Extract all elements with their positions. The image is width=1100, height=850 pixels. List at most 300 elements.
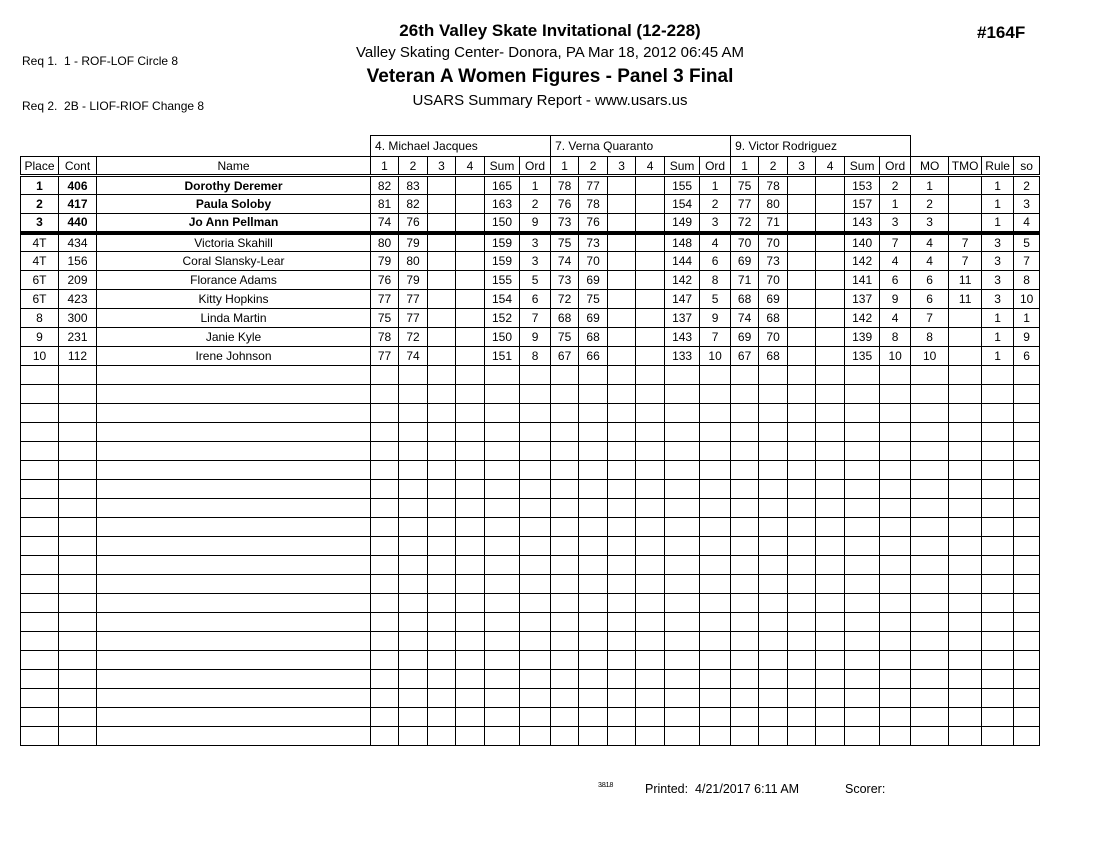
col-header-judge2-ord: Ord xyxy=(700,157,731,176)
empty-cell xyxy=(520,613,551,632)
cell-score: 73 xyxy=(551,214,579,233)
empty-cell xyxy=(59,423,97,442)
col-header-judge2-sum: Sum xyxy=(665,157,700,176)
empty-row xyxy=(21,537,1040,556)
cell-place: 4T xyxy=(21,252,59,271)
empty-cell xyxy=(520,480,551,499)
empty-cell xyxy=(456,423,485,442)
cell-so: 1 xyxy=(1014,309,1040,328)
empty-cell xyxy=(911,575,949,594)
cell-ord: 2 xyxy=(880,176,911,195)
empty-row xyxy=(21,575,1040,594)
empty-cell xyxy=(731,651,759,670)
empty-cell xyxy=(97,480,371,499)
empty-cell xyxy=(485,404,520,423)
empty-cell xyxy=(21,385,59,404)
cell-tmo xyxy=(949,347,982,366)
empty-cell xyxy=(911,442,949,461)
cell-score: 79 xyxy=(371,252,399,271)
empty-cell xyxy=(551,594,579,613)
cell-score: 73 xyxy=(759,252,788,271)
table-row xyxy=(21,252,1040,271)
cell-name: Linda Martin xyxy=(97,309,371,328)
empty-cell xyxy=(520,594,551,613)
empty-cell xyxy=(608,575,636,594)
empty-cell xyxy=(579,613,608,632)
empty-cell xyxy=(456,594,485,613)
cell-sum: 154 xyxy=(665,195,700,214)
empty-cell xyxy=(456,385,485,404)
empty-cell xyxy=(665,670,700,689)
empty-cell xyxy=(845,689,880,708)
empty-cell xyxy=(759,404,788,423)
empty-cell xyxy=(665,423,700,442)
empty-cell xyxy=(456,366,485,385)
cell-so: 9 xyxy=(1014,328,1040,347)
empty-cell xyxy=(816,651,845,670)
cell-sum: 137 xyxy=(665,309,700,328)
empty-cell xyxy=(880,689,911,708)
cell-score: 77 xyxy=(399,309,428,328)
empty-cell xyxy=(731,385,759,404)
judge-row-spacer-right xyxy=(911,136,1040,157)
empty-cell xyxy=(520,461,551,480)
empty-cell xyxy=(399,689,428,708)
empty-cell xyxy=(665,499,700,518)
cell-score: 68 xyxy=(551,309,579,328)
empty-cell xyxy=(97,556,371,575)
empty-cell xyxy=(579,423,608,442)
cell-name: Janie Kyle xyxy=(97,328,371,347)
empty-cell xyxy=(759,632,788,651)
cell-tmo xyxy=(949,328,982,347)
empty-cell xyxy=(788,575,816,594)
cell-score xyxy=(816,347,845,366)
cell-score xyxy=(816,309,845,328)
empty-cell xyxy=(520,442,551,461)
empty-cell xyxy=(816,404,845,423)
judge-header-row xyxy=(21,136,1040,157)
report-title-block xyxy=(0,20,1100,112)
empty-cell xyxy=(485,537,520,556)
cell-mo: 3 xyxy=(911,214,949,233)
empty-cell xyxy=(665,537,700,556)
cell-score xyxy=(788,214,816,233)
empty-cell xyxy=(880,651,911,670)
empty-row xyxy=(21,404,1040,423)
cell-ord: 4 xyxy=(880,252,911,271)
col-header-name: Name xyxy=(97,157,371,176)
empty-cell xyxy=(665,404,700,423)
cell-ord: 7 xyxy=(520,309,551,328)
empty-cell xyxy=(636,670,665,689)
cell-score: 77 xyxy=(399,290,428,309)
empty-cell xyxy=(399,518,428,537)
empty-cell xyxy=(399,537,428,556)
empty-cell xyxy=(551,670,579,689)
cell-rule: 3 xyxy=(982,290,1014,309)
cell-score xyxy=(816,328,845,347)
empty-cell xyxy=(485,708,520,727)
col-header-judge3-ord: Ord xyxy=(880,157,911,176)
cell-mo: 6 xyxy=(911,271,949,290)
empty-cell xyxy=(456,708,485,727)
empty-cell xyxy=(21,727,59,746)
empty-cell xyxy=(731,423,759,442)
cell-score: 75 xyxy=(731,176,759,195)
empty-cell xyxy=(816,499,845,518)
empty-cell xyxy=(428,708,456,727)
col-header-mo: MO xyxy=(911,157,949,176)
empty-cell xyxy=(399,670,428,689)
empty-cell xyxy=(636,556,665,575)
cell-sum: 139 xyxy=(845,328,880,347)
empty-cell xyxy=(700,632,731,651)
empty-cell xyxy=(845,404,880,423)
empty-cell xyxy=(731,461,759,480)
empty-cell xyxy=(949,727,982,746)
empty-cell xyxy=(520,385,551,404)
cell-score xyxy=(636,233,665,252)
cell-score: 70 xyxy=(759,233,788,252)
empty-cell xyxy=(788,689,816,708)
empty-cell xyxy=(816,480,845,499)
cell-place: 4T xyxy=(21,233,59,252)
empty-cell xyxy=(911,518,949,537)
cell-ord: 10 xyxy=(880,347,911,366)
empty-cell xyxy=(1014,423,1040,442)
empty-cell xyxy=(982,670,1014,689)
empty-cell xyxy=(911,689,949,708)
cell-sum: 133 xyxy=(665,347,700,366)
cell-sum: 155 xyxy=(665,176,700,195)
empty-cell xyxy=(520,423,551,442)
empty-cell xyxy=(665,708,700,727)
cell-mo: 1 xyxy=(911,176,949,195)
empty-cell xyxy=(608,518,636,537)
empty-cell xyxy=(485,556,520,575)
empty-cell xyxy=(949,575,982,594)
cell-score xyxy=(608,195,636,214)
cell-score: 70 xyxy=(579,252,608,271)
cell-score xyxy=(636,176,665,195)
col-header-judge1-sum: Sum xyxy=(485,157,520,176)
empty-cell xyxy=(485,480,520,499)
cell-score: 68 xyxy=(579,328,608,347)
empty-cell xyxy=(816,594,845,613)
empty-cell xyxy=(97,670,371,689)
empty-cell xyxy=(759,575,788,594)
cell-sum: 143 xyxy=(845,214,880,233)
empty-cell xyxy=(731,518,759,537)
empty-cell xyxy=(371,575,399,594)
empty-cell xyxy=(371,727,399,746)
empty-cell xyxy=(1014,442,1040,461)
empty-row xyxy=(21,689,1040,708)
empty-cell xyxy=(579,518,608,537)
cell-score xyxy=(636,252,665,271)
empty-cell xyxy=(399,727,428,746)
empty-cell xyxy=(845,670,880,689)
cell-ord: 9 xyxy=(700,309,731,328)
empty-cell xyxy=(551,708,579,727)
col-header-so: so xyxy=(1014,157,1040,176)
empty-row xyxy=(21,423,1040,442)
empty-cell xyxy=(845,385,880,404)
cell-name: Dorothy Deremer xyxy=(97,176,371,195)
cell-score: 68 xyxy=(759,309,788,328)
cell-score xyxy=(816,290,845,309)
cell-mo: 7 xyxy=(911,309,949,328)
requirement-line-1: Req 1. 1 - ROF-LOF Circle 8 xyxy=(22,54,179,68)
empty-cell xyxy=(845,575,880,594)
cell-so: 2 xyxy=(1014,176,1040,195)
empty-row xyxy=(21,632,1040,651)
cell-cont: 209 xyxy=(59,271,97,290)
empty-cell xyxy=(816,575,845,594)
cell-score: 77 xyxy=(371,347,399,366)
cell-sum: 151 xyxy=(485,347,520,366)
cell-score xyxy=(428,309,456,328)
empty-cell xyxy=(399,632,428,651)
empty-cell xyxy=(982,632,1014,651)
empty-cell xyxy=(759,366,788,385)
cell-score: 83 xyxy=(399,176,428,195)
empty-cell xyxy=(816,385,845,404)
empty-cell xyxy=(608,537,636,556)
empty-cell xyxy=(636,727,665,746)
cell-score xyxy=(636,347,665,366)
cell-sum: 152 xyxy=(485,309,520,328)
empty-cell xyxy=(665,366,700,385)
empty-cell xyxy=(636,499,665,518)
empty-cell xyxy=(665,651,700,670)
empty-row xyxy=(21,670,1040,689)
empty-cell xyxy=(608,404,636,423)
cell-score xyxy=(456,252,485,271)
empty-cell xyxy=(816,537,845,556)
empty-cell xyxy=(636,442,665,461)
cell-ord: 1 xyxy=(880,195,911,214)
empty-cell xyxy=(399,651,428,670)
empty-cell xyxy=(982,727,1014,746)
empty-cell xyxy=(579,385,608,404)
empty-row xyxy=(21,366,1040,385)
empty-cell xyxy=(816,708,845,727)
empty-cell xyxy=(21,556,59,575)
cell-rule: 1 xyxy=(982,347,1014,366)
empty-cell xyxy=(982,366,1014,385)
cell-so: 4 xyxy=(1014,214,1040,233)
col-header-judge3-3: 3 xyxy=(788,157,816,176)
empty-cell xyxy=(665,461,700,480)
cell-score xyxy=(456,309,485,328)
cell-sum: 150 xyxy=(485,328,520,347)
cell-score xyxy=(428,176,456,195)
empty-cell xyxy=(579,689,608,708)
col-header-judge1-1: 1 xyxy=(371,157,399,176)
cell-score xyxy=(608,328,636,347)
empty-cell xyxy=(551,518,579,537)
empty-cell xyxy=(731,556,759,575)
empty-cell xyxy=(845,727,880,746)
empty-cell xyxy=(949,689,982,708)
empty-cell xyxy=(97,708,371,727)
cell-score: 81 xyxy=(371,195,399,214)
cell-ord: 3 xyxy=(520,252,551,271)
cell-rule: 3 xyxy=(982,271,1014,290)
empty-cell xyxy=(608,556,636,575)
empty-cell xyxy=(551,575,579,594)
empty-cell xyxy=(97,613,371,632)
empty-cell xyxy=(551,613,579,632)
empty-cell xyxy=(731,708,759,727)
empty-cell xyxy=(880,537,911,556)
empty-cell xyxy=(59,613,97,632)
cell-score xyxy=(428,347,456,366)
empty-cell xyxy=(636,366,665,385)
empty-row xyxy=(21,480,1040,499)
empty-cell xyxy=(520,651,551,670)
cell-tmo xyxy=(949,176,982,195)
cell-score xyxy=(456,195,485,214)
empty-cell xyxy=(949,708,982,727)
cell-cont: 423 xyxy=(59,290,97,309)
col-header-judge2-2: 2 xyxy=(579,157,608,176)
cell-rule: 3 xyxy=(982,252,1014,271)
empty-cell xyxy=(551,651,579,670)
cell-score xyxy=(456,271,485,290)
cell-ord: 5 xyxy=(520,271,551,290)
empty-cell xyxy=(579,404,608,423)
empty-cell xyxy=(636,385,665,404)
empty-cell xyxy=(700,537,731,556)
software-version: 3.8.1.8 xyxy=(598,782,613,789)
empty-cell xyxy=(880,404,911,423)
cell-ord: 2 xyxy=(520,195,551,214)
empty-cell xyxy=(97,461,371,480)
empty-cell xyxy=(700,499,731,518)
empty-cell xyxy=(911,499,949,518)
empty-cell xyxy=(1014,594,1040,613)
col-header-judge3-sum: Sum xyxy=(845,157,880,176)
cell-score xyxy=(456,347,485,366)
empty-cell xyxy=(759,689,788,708)
empty-cell xyxy=(816,423,845,442)
empty-cell xyxy=(880,385,911,404)
empty-cell xyxy=(485,518,520,537)
empty-cell xyxy=(788,708,816,727)
empty-cell xyxy=(456,670,485,689)
empty-cell xyxy=(700,423,731,442)
empty-cell xyxy=(399,404,428,423)
empty-cell xyxy=(520,632,551,651)
cell-sum: 137 xyxy=(845,290,880,309)
empty-cell xyxy=(97,385,371,404)
column-header-row xyxy=(21,157,1040,176)
cell-score xyxy=(636,290,665,309)
cell-so: 3 xyxy=(1014,195,1040,214)
cell-score xyxy=(608,347,636,366)
empty-cell xyxy=(816,727,845,746)
empty-cell xyxy=(59,556,97,575)
cell-sum: 147 xyxy=(665,290,700,309)
empty-cell xyxy=(731,594,759,613)
cell-score: 69 xyxy=(731,252,759,271)
col-header-judge2-4: 4 xyxy=(636,157,665,176)
empty-cell xyxy=(911,632,949,651)
empty-cell xyxy=(551,537,579,556)
empty-cell xyxy=(579,499,608,518)
cell-score xyxy=(788,176,816,195)
empty-cell xyxy=(982,499,1014,518)
empty-cell xyxy=(428,461,456,480)
empty-cell xyxy=(21,575,59,594)
cell-place: 10 xyxy=(21,347,59,366)
venue-date-line: Valley Skating Center- Donora, PA Mar 18, 2012 06:45 AM xyxy=(356,44,744,61)
empty-cell xyxy=(700,366,731,385)
empty-cell xyxy=(97,423,371,442)
empty-cell xyxy=(21,518,59,537)
empty-cell xyxy=(788,556,816,575)
col-header-judge1-3: 3 xyxy=(428,157,456,176)
empty-cell xyxy=(731,670,759,689)
empty-cell xyxy=(880,461,911,480)
empty-cell xyxy=(1014,366,1040,385)
empty-cell xyxy=(428,651,456,670)
cell-score: 68 xyxy=(731,290,759,309)
empty-cell xyxy=(731,537,759,556)
empty-cell xyxy=(982,480,1014,499)
empty-cell xyxy=(579,556,608,575)
empty-cell xyxy=(788,480,816,499)
empty-cell xyxy=(880,575,911,594)
cell-mo: 2 xyxy=(911,195,949,214)
empty-cell xyxy=(636,708,665,727)
empty-cell xyxy=(485,461,520,480)
cell-score xyxy=(456,176,485,195)
cell-score: 70 xyxy=(759,328,788,347)
empty-cell xyxy=(845,708,880,727)
empty-cell xyxy=(880,556,911,575)
empty-cell xyxy=(1014,670,1040,689)
cell-mo: 10 xyxy=(911,347,949,366)
empty-cell xyxy=(759,594,788,613)
cell-score: 67 xyxy=(551,347,579,366)
cell-ord: 9 xyxy=(520,214,551,233)
empty-cell xyxy=(949,632,982,651)
empty-cell xyxy=(59,708,97,727)
empty-cell xyxy=(551,404,579,423)
empty-cell xyxy=(845,651,880,670)
cell-score: 79 xyxy=(399,233,428,252)
empty-cell xyxy=(788,423,816,442)
empty-cell xyxy=(485,613,520,632)
empty-cell xyxy=(520,366,551,385)
empty-cell xyxy=(731,366,759,385)
empty-cell xyxy=(636,423,665,442)
empty-cell xyxy=(788,442,816,461)
empty-cell xyxy=(636,651,665,670)
col-header-place: Place xyxy=(21,157,59,176)
empty-cell xyxy=(456,499,485,518)
judge-name-2: 7. Verna Quaranto xyxy=(551,136,731,157)
empty-cell xyxy=(371,651,399,670)
empty-cell xyxy=(371,385,399,404)
empty-cell xyxy=(880,518,911,537)
empty-cell xyxy=(731,404,759,423)
cell-score: 78 xyxy=(371,328,399,347)
